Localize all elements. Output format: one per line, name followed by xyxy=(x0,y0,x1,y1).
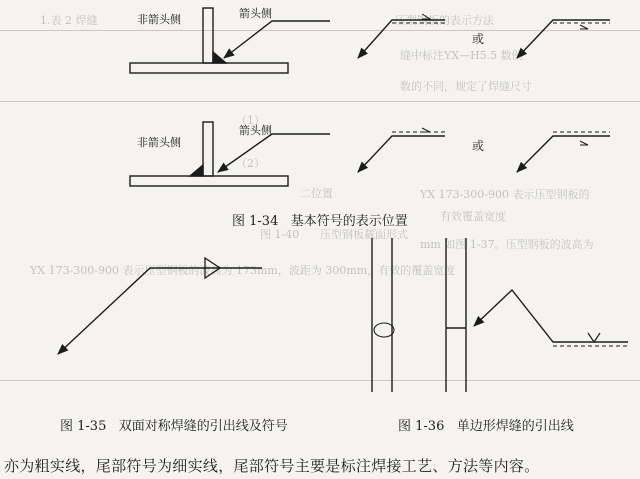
bleed-text: 图 1-40 xyxy=(260,228,300,241)
bleed-text: 有效覆盖宽度 xyxy=(440,210,506,223)
bleed-text: YX 173-300-900 表示压型钢板的 xyxy=(420,188,590,201)
bleed-text: 数的不同，规定了焊缝尺寸 xyxy=(400,80,532,93)
label-arrow-side: 箭头侧 xyxy=(239,7,272,20)
bleed-text: 缝中标注YX—H5.5 数例 xyxy=(400,49,523,62)
caption-text: 双面对称焊缝的引出线及符号 xyxy=(118,419,288,434)
figure-caption xyxy=(398,415,574,434)
fillet-weld xyxy=(190,165,203,176)
bleed-text: YX 173-300-900 表示压型钢板的波高为 173mm，波距为 300mm，有效的覆盖宽度 xyxy=(30,264,456,277)
leader-line xyxy=(224,21,330,58)
caption-text: 基本符号的表示位置 xyxy=(290,214,408,229)
figure-caption xyxy=(232,210,408,229)
label-arrow-side: 箭头侧 xyxy=(239,124,272,137)
web-plate xyxy=(203,8,213,63)
bleed-text: 压型钢板的表示方法 xyxy=(395,14,494,27)
bleed-text: 1.表 2 焊缝 xyxy=(40,14,98,27)
bleed-text: （2） xyxy=(236,157,265,170)
label-or: 或 xyxy=(472,32,485,46)
body-paragraph: 亦为粗实线，尾部符号为细实线，尾部符号主要是标注焊接工艺、方法等内容。 xyxy=(4,457,540,475)
bleed-text: （1） xyxy=(236,114,265,127)
caption-number: 图 1-34 xyxy=(232,214,279,229)
fig36-drawing xyxy=(372,238,628,392)
bleed-text: 二位置 xyxy=(300,187,333,200)
label-non-arrow-side: 非箭头侧 xyxy=(137,136,181,149)
bleed-text: 压型钢板截面形式 xyxy=(320,228,408,241)
label-non-arrow-side: 非箭头侧 xyxy=(137,13,181,26)
base-plate xyxy=(130,176,288,186)
caption-number: 图 1-35 xyxy=(60,419,107,434)
caption-text: 单边形焊缝的引出线 xyxy=(456,419,574,434)
fig35-leader xyxy=(58,258,262,354)
web-plate xyxy=(203,122,213,176)
label-or: 或 xyxy=(472,139,485,153)
leader-line xyxy=(218,134,330,172)
figure-caption xyxy=(60,415,288,434)
caption-number: 图 1-36 xyxy=(398,419,445,434)
base-plate xyxy=(130,63,288,73)
fig34-tjoint-bottom xyxy=(130,122,330,186)
bleed-text: mm 如图 1-37。压型钢板的波高为 xyxy=(420,238,594,251)
